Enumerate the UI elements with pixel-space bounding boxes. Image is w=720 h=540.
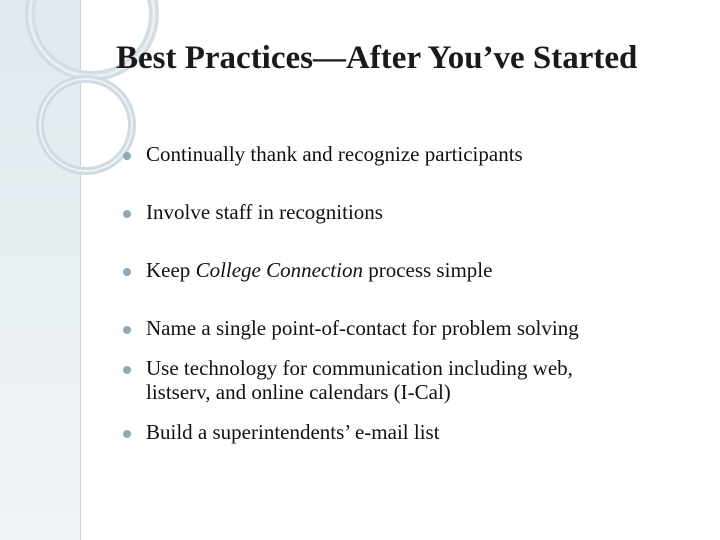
bullet-text: Involve staff in recognitions xyxy=(146,200,383,224)
bullet-item xyxy=(122,258,682,282)
bullet-icon xyxy=(123,326,131,334)
bullet-text-line2: listserv, and online calendars (I-Cal) xyxy=(146,380,451,404)
bullet-text-after: process simple xyxy=(362,258,493,282)
bullet-text: Build a superintendents’ e-mail list xyxy=(146,420,440,444)
bullet-item xyxy=(122,142,682,166)
bullet-item xyxy=(122,356,682,404)
bullet-text: Continually thank and recognize participants xyxy=(146,142,523,166)
bullet-text-line1: Use technology for communication including web, xyxy=(146,356,573,380)
bullet-list xyxy=(122,138,682,444)
bullet-item xyxy=(122,420,682,444)
bullet-icon xyxy=(123,268,131,276)
bullet-item xyxy=(122,316,682,340)
slide-title: Best Practices—After You’ve Started xyxy=(116,40,638,76)
ring-small-inner xyxy=(40,79,132,171)
bullet-icon xyxy=(123,152,131,160)
bullet-item xyxy=(122,200,682,224)
bullet-icon xyxy=(123,430,131,438)
bullet-icon xyxy=(123,210,131,218)
bullet-icon xyxy=(123,366,131,374)
program-name: College Connection xyxy=(195,258,363,282)
bullet-text: Name a single point-of-contact for problem solving xyxy=(146,316,579,340)
bullet-text-before: Keep xyxy=(146,258,196,282)
